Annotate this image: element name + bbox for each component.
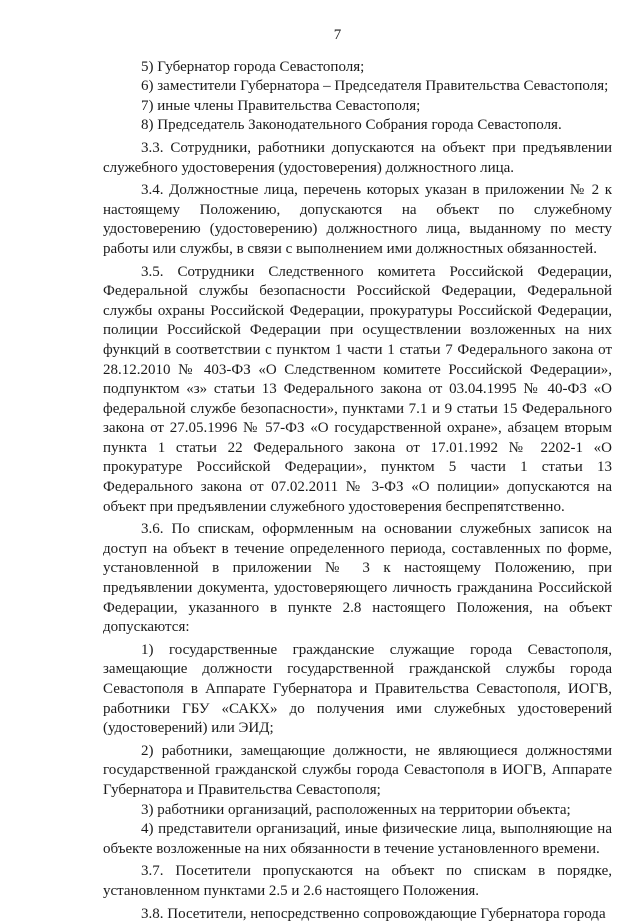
paragraph-3-3: 3.3. Сотрудники, работники допускаются на объект при предъявлении служебного удостоверения (удостоверения) должностного лица. bbox=[103, 139, 612, 176]
page-number: 7 bbox=[333, 27, 342, 43]
paragraph-3-7: 3.7. Посетители пропускаются на объект по спискам в порядке, установленном пунктами 2.5 и 2.6 настоящего Положения. bbox=[103, 863, 612, 899]
paragraph-3-6: 3.6. По спискам, оформленным на основании служебных записок на доступ на объект в течение определенного периода, составленных по форме, установленной в приложении № 3 к настоящему Положению, при предъявлении документа, удостоверяющего личность гражданина Российской Федерации, указанного в пункте 2.8 настоящего Положения, на объект допускаются: bbox=[103, 521, 612, 636]
paragraph-3-6-item-1: 1) государственные гражданские служащие города Севастополя, замещающие должности государственной гражданской службы города Севастополя в Аппарате Губернатора и Правительства Севастополя, ИОГВ, работники ГБУ «САКХ» до получения ими служебных удостоверений (удостоверений) или ЭИД; bbox=[103, 641, 612, 737]
paragraph-3-6-item-2: 2) работники, замещающие должности, не являющиеся должностями государственной гражданской службы города Севастополя в ИОГВ, Аппарате Губернатора и Правительства Севастополя; bbox=[103, 742, 612, 798]
list-item-deputies: 6) заместители Губернатора – Председателя Правительства Севастополя; bbox=[141, 78, 609, 95]
paragraph-3-8: 3.8. Посетители, непосредственно сопровождающие Губернатора города bbox=[141, 905, 606, 922]
paragraph-3-6-item-4: 4) представители организаций, иные физические лица, выполняющие на объекте возложенные на них обязанности в течение установленного времени. bbox=[103, 821, 612, 857]
paragraph-3-5: 3.5. Сотрудники Следственного комитета Российской Федерации, Федеральной службы безопасности Российской Федерации, Федеральной службы охраны Российской Федерации, прокуратуры Российской Федерации, полиции Российской Федерации при осуществлении возложенных на них функций в соответствии с пунктом 1 части 1 статьи 7 Федерального закона от 28.12.2010 № 403-ФЗ «О Следственном комитете Российской Федерации», подпунктом «з» статьи 13 Федерального закона от 03.04.1995 № 40-ФЗ «О федеральной службе безопасности», пунктами 7.1 и 9 статьи 15 Федерального закона от 27.05.1996 № 57-ФЗ «О государственной охране», абзацем вторым пункта 1 статьи 22 Федерального закона от 17.01.1992 № 2202-1 «О прокуратуре Российской Федерации», пунктом 5 части 1 статьи 13 Федерального закона от 07.02.2011 № 3-ФЗ «О полиции» допускаются на объект при предъявлении служебного удостоверения беспрепятственно. bbox=[103, 263, 612, 515]
list-item-chairman: 8) Председатель Законодательного Собрания города Севастополя. bbox=[141, 117, 562, 134]
list-item-governor: 5) Губернатор города Севастополя; bbox=[141, 58, 365, 75]
paragraph-3-4: 3.4. Должностные лица, перечень которых указан в приложении № 2 к настоящему Положению, допускаются на объект по служебному удостоверению (удостоверению) должностного лица, выданному по месту работы или службы, в связи с выполнением ими должностных обязанностей. bbox=[103, 182, 612, 257]
list-item-members: 7) иные члены Правительства Севастополя; bbox=[141, 97, 421, 114]
paragraph-3-6-item-3: 3) работники организаций, расположенных на территории объекта; bbox=[141, 801, 571, 818]
